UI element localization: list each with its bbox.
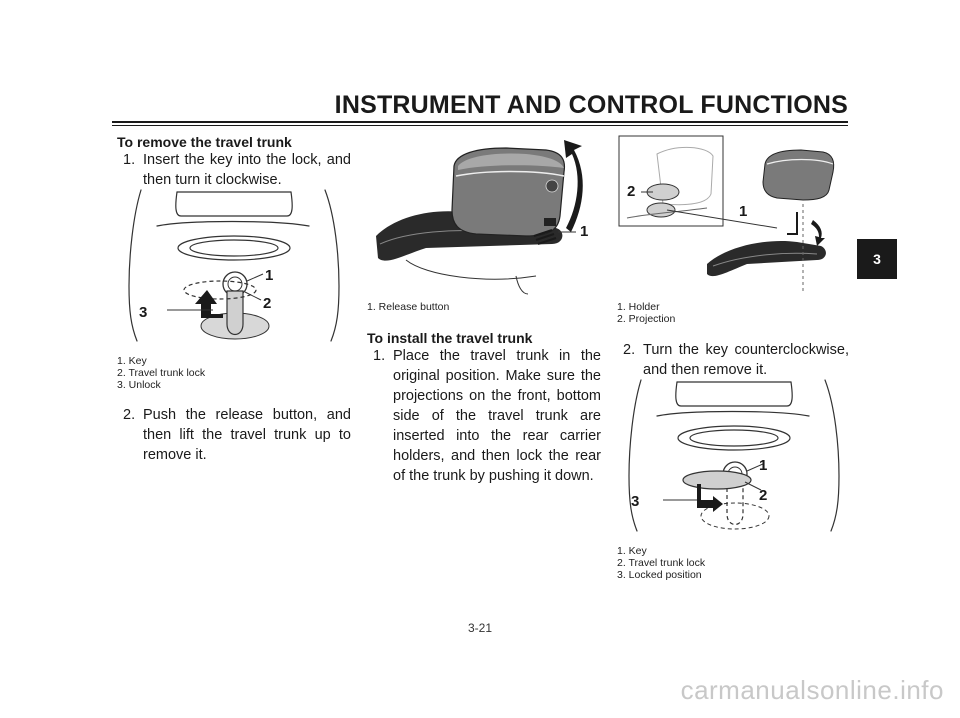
install-step-2 [623, 340, 849, 380]
holder-fig-caption [617, 301, 837, 325]
callout-2: 2 [759, 487, 768, 504]
caption-line: 2. Projection [617, 313, 676, 325]
release-button-illustration [366, 136, 598, 296]
step-text: Insert the key into the lock, and then turn it clockwise. [143, 152, 351, 188]
header-rule-thin [112, 125, 848, 126]
step-number: 2. [123, 407, 136, 423]
step-number: 2. [623, 342, 636, 358]
remove-step-2 [123, 405, 351, 465]
callout-1: 1 [580, 223, 589, 240]
step-text: Turn the key counterclockwise, and then remove it. [643, 342, 849, 378]
fig2-caption [617, 545, 837, 581]
caption-line: 3. Unlock [117, 379, 161, 391]
install-step-1 [373, 346, 601, 486]
fig1-caption [117, 355, 337, 391]
step-number: 1. [373, 348, 386, 364]
caption-line: 2. Travel trunk lock [117, 367, 206, 379]
install-heading: To install the travel trunk [367, 330, 533, 346]
release-fig-caption [367, 301, 587, 313]
key-locked-illustration [617, 376, 847, 536]
header-rule-thick [112, 121, 848, 123]
holder-projection-illustration [617, 134, 847, 296]
watermark: carmanualsonline.info [680, 675, 944, 705]
key-unlock-illustration [117, 186, 350, 346]
callout-2: 2 [263, 295, 272, 312]
remove-heading: To remove the travel trunk [117, 134, 292, 150]
callout-1: 1 [265, 267, 274, 284]
step-number: 1. [123, 152, 136, 168]
remove-step-1 [123, 150, 351, 190]
callout-3: 3 [631, 493, 640, 510]
caption-line: 1. Holder [617, 301, 660, 313]
callout-1: 1 [759, 457, 768, 474]
callout-1: 1 [739, 203, 748, 220]
caption-line: 1. Key [117, 355, 147, 367]
caption-line: 3. Locked position [617, 569, 702, 581]
step-text: Place the travel trunk in the original position. Make sure the projections on the front, bottom side of the travel trunk are inserted into the rear carrier holders, and then lock the rear of the trunk by pushing it down. [393, 348, 601, 484]
page-number: 3-21 [467, 621, 493, 635]
callout-3: 3 [139, 304, 148, 321]
step-text: Push the release button, and then lift the travel trunk up to remove it. [143, 407, 351, 463]
caption-line: 1. Key [617, 545, 647, 557]
page-header-title: INSTRUMENT AND CONTROL FUNCTIONS [334, 91, 848, 119]
caption-line: 1. Release button [367, 301, 450, 313]
chapter-tab: 3 [857, 239, 897, 279]
caption-line: 2. Travel trunk lock [617, 557, 706, 569]
callout-2: 2 [627, 183, 636, 200]
